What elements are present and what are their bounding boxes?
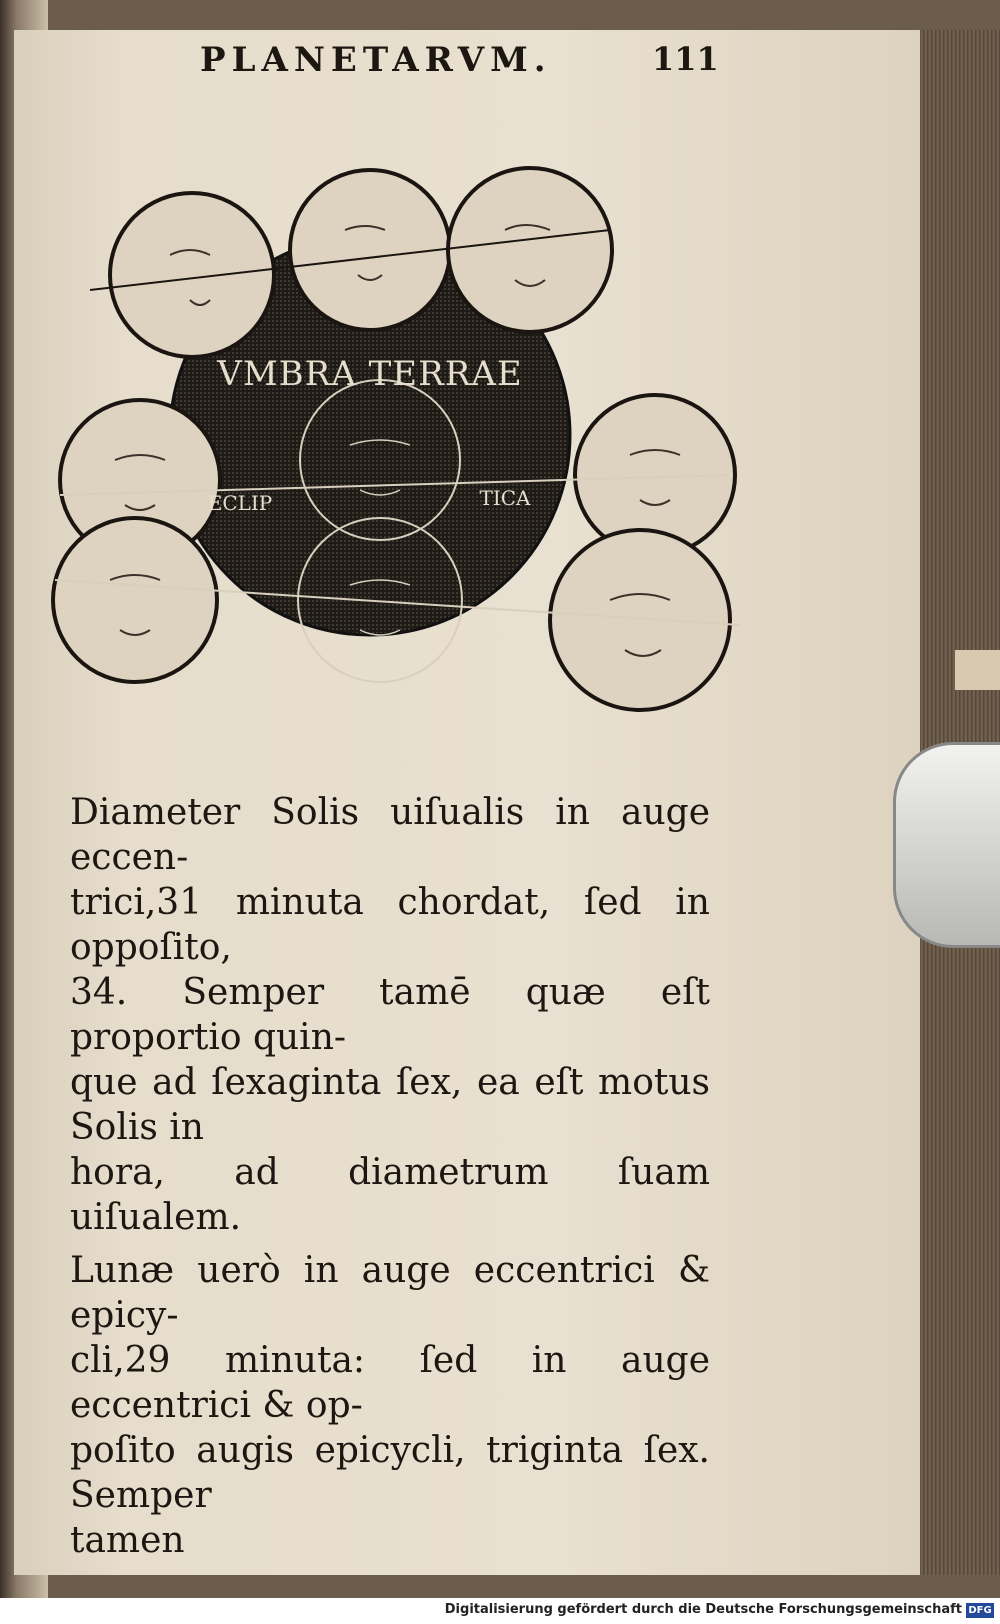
- text-line: hora, ad diametrum ſuam uiſualem.: [70, 1152, 710, 1238]
- moon-face-upper-right: [448, 168, 612, 332]
- bookmark-strip: [955, 650, 1000, 690]
- text-line: trici,31 minuta chordat, ſed in oppoſito,: [70, 882, 710, 968]
- eclipse-woodcut-illustration: [40, 160, 760, 730]
- text-line: que ad ſexaginta ſex, ea eſt motus Solis in: [70, 1062, 710, 1148]
- text-line: cli,29 minuta: ſed in auge eccentrici & op-: [70, 1340, 710, 1426]
- page-number: 111: [652, 40, 719, 78]
- moon-face-right-lower: [550, 530, 730, 710]
- label-tica: TICA: [479, 486, 531, 510]
- page-clip: [893, 742, 1000, 948]
- dfg-logo: DFG: [966, 1603, 994, 1618]
- text-line: 34. Semper tamē quæ eſt proportio quin-: [70, 972, 710, 1058]
- label-umbra-terrae: VMBRA TERRAE: [217, 354, 523, 394]
- body-text: [70, 790, 710, 1563]
- text-line: poſito augis epicycli, triginta ſex. Semper: [70, 1430, 710, 1516]
- moon-face-upper-left: [110, 193, 274, 357]
- moon-face-left-lower: [53, 518, 217, 682]
- paragraph-lunar-diameter: [70, 1248, 710, 1563]
- text-line: Diameter Solis uiſualis in auge eccen-: [70, 792, 710, 878]
- moon-face-upper-center: [290, 170, 450, 330]
- catchword: tamen: [70, 1520, 185, 1561]
- running-head: PLANETARVM.: [200, 40, 552, 80]
- footer-credit: Digitalisierung gefördert durch die Deutsche Forschungsgemeinschaft: [444, 1602, 962, 1617]
- label-eclip: ECLIP: [207, 491, 273, 515]
- text-line: Lunæ uerò in auge eccentrici & epicy-: [70, 1250, 710, 1336]
- paragraph-solar-diameter: [70, 790, 710, 1240]
- digitization-footer: [0, 1598, 1000, 1624]
